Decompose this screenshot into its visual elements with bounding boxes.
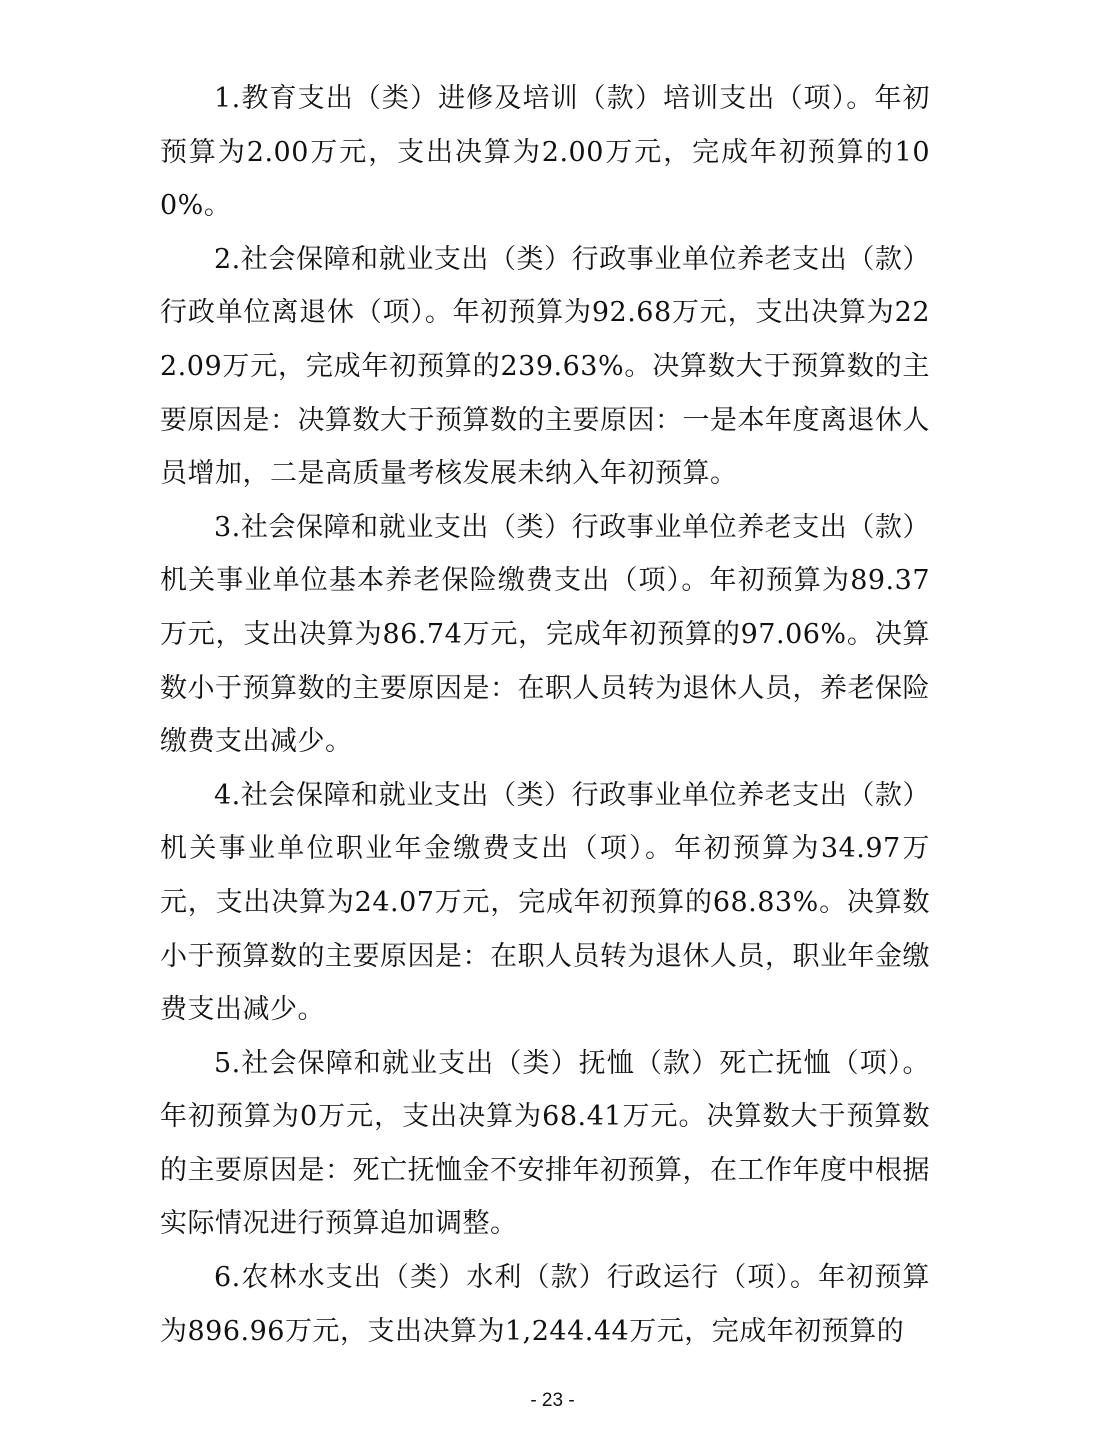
paragraph-item-4: 4.社会保障和就业支出（类）行政事业单位养老支出（款）机关事业单位职业年金缴费支出（项）。年初预算为34.97万元，支出决算为24.07万元，完成年初预算的68.83%。决算数小于预算数的主要原因是：在职人员转为退休人员，职业年金缴费支出减少。 — [160, 779, 930, 1026]
document-body — [160, 72, 930, 1358]
paragraph-item-5: 5.社会保障和就业支出（类）抚恤（款）死亡抚恤（项）。年初预算为0万元，支出决算为68.41万元。决算数大于预算数的主要原因是：死亡抚恤金不安排年初预算，在工作年度中根据实际情况进行预算追加调整。 — [160, 1047, 930, 1240]
paragraph-item-6: 6.农林水支出（类）水利（款）行政运行（项）。年初预算为896.96万元，支出决算为1,244.44万元，完成年初预算的 — [160, 1262, 930, 1347]
paragraph-item-1: 1.教育支出（类）进修及培训（款）培训支出（项）。年初预算为2.00万元，支出决算为2.00万元，完成年初预算的100%。 — [160, 83, 930, 222]
page-number: - 23 - — [530, 1390, 575, 1411]
paragraph-item-2: 2.社会保障和就业支出（类）行政事业单位养老支出（款）行政单位离退休（项）。年初预算为92.68万元，支出决算为222.09万元，完成年初预算的239.63%。决算数大于预算数的主要原因是：决算数大于预算数的主要原因：一是本年度离退休人员增加，二是高质量考核发展未纳入年初预算。 — [160, 243, 930, 490]
paragraph-item-3: 3.社会保障和就业支出（类）行政事业单位养老支出（款）机关事业单位基本养老保险缴费支出（项）。年初预算为89.37万元，支出决算为86.74万元，完成年初预算的97.06%。决算数小于预算数的主要原因是：在职人员转为退休人员，养老保险缴费支出减少。 — [160, 511, 930, 758]
